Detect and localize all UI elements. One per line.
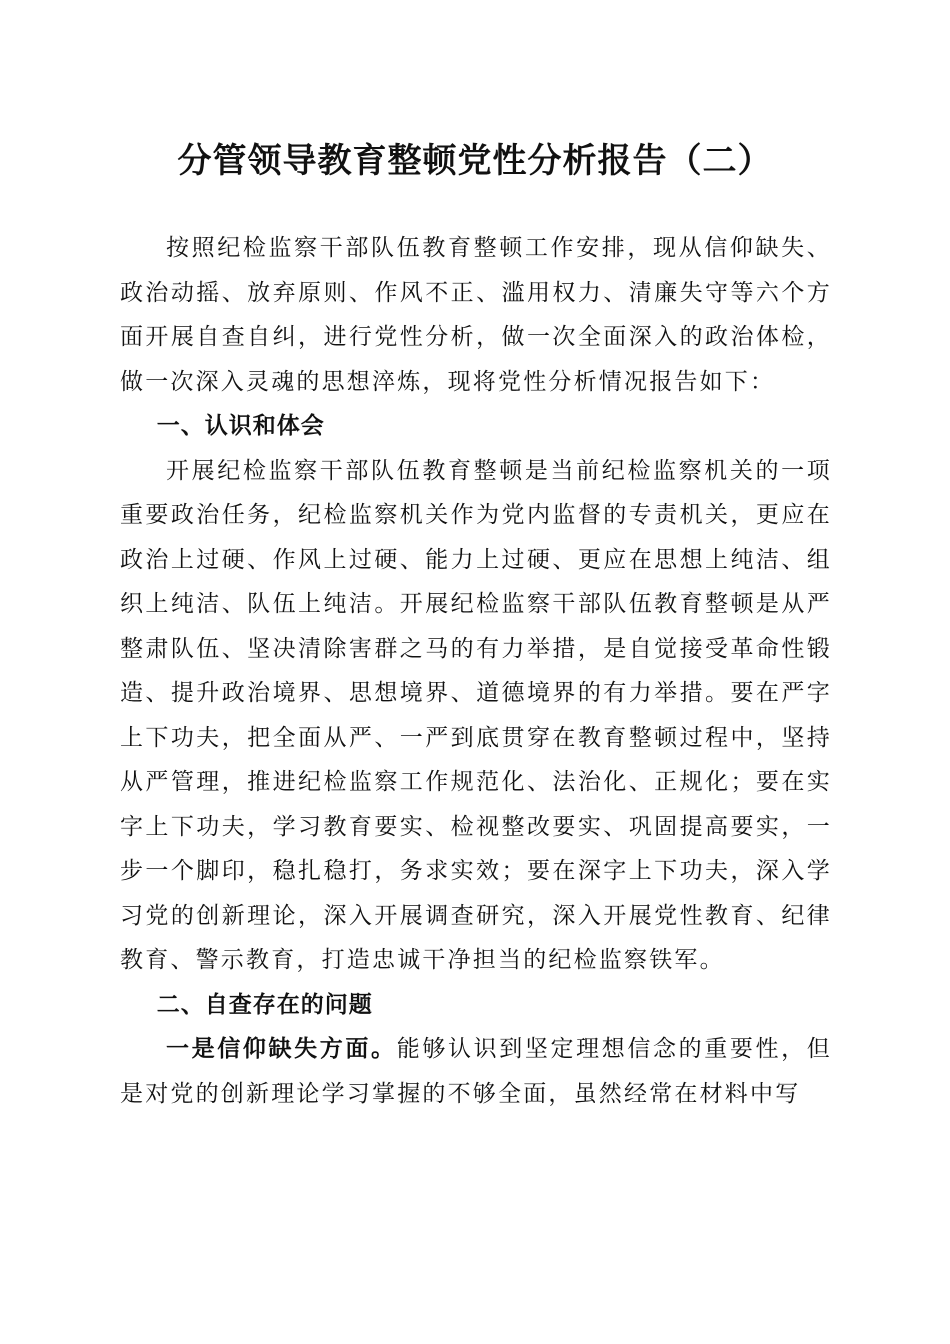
- intro-paragraph: 按照纪检监察干部队伍教育整顿工作安排，现从信仰缺失、政治动摇、放弃原则、作风不正、滥用权力、清廉失守等六个方面开展自查自纠，进行党性分析，做一次全面深入的政治体检，做一次深入灵魂的思想淬炼，现将党性分析情况报告如下：: [120, 235, 832, 395]
- section-2-heading: 二、自查存在的问题: [156, 991, 373, 1018]
- section-2-item-1: [120, 1027, 832, 1116]
- item-1-text: 能够认识到坚定理想信念的重要性，但是对党的创新理论学习掌握的不够全面，虽然经常在材料中写: [120, 1036, 832, 1107]
- section-1-heading: 一、认识和体会: [156, 413, 325, 439]
- document-title: 分管领导教育整顿党性分析报告（二）: [177, 141, 773, 181]
- section-1-paragraph: 开展纪检监察干部队伍教育整顿是当前纪检监察机关的一项重要政治任务，纪检监察机关作为党内监督的专责机关，更应在政治上过硬、作风上过硬、能力上过硬、更应在思想上纯洁、组织上纯洁、队伍上纯洁。开展纪检监察干部队伍教育整顿是从严整肃队伍、坚决清除害群之马的有力举措，是自觉接受革命性锻造、提升政治境界、思想境界、道德境界的有力举措。要在严字上下功夫，把全面从严、一严到底贯穿在教育整顿过程中，坚持从严管理，推进纪检监察工作规范化、法治化、正规化；要在实字上下功夫，学习教育要实、检视整改要实、巩固提高要实，一步一个脚印，稳扎稳打，务求实效；要在深字上下功夫，深入学习党的创新理论，深入开展调查研究，深入开展党性教育、纪律教育、警示教育，打造忠诚干净担当的纪检监察铁军。: [120, 457, 832, 973]
- document-body: [120, 226, 832, 1116]
- item-1-lead: 一是信仰缺失方面。: [166, 1036, 397, 1062]
